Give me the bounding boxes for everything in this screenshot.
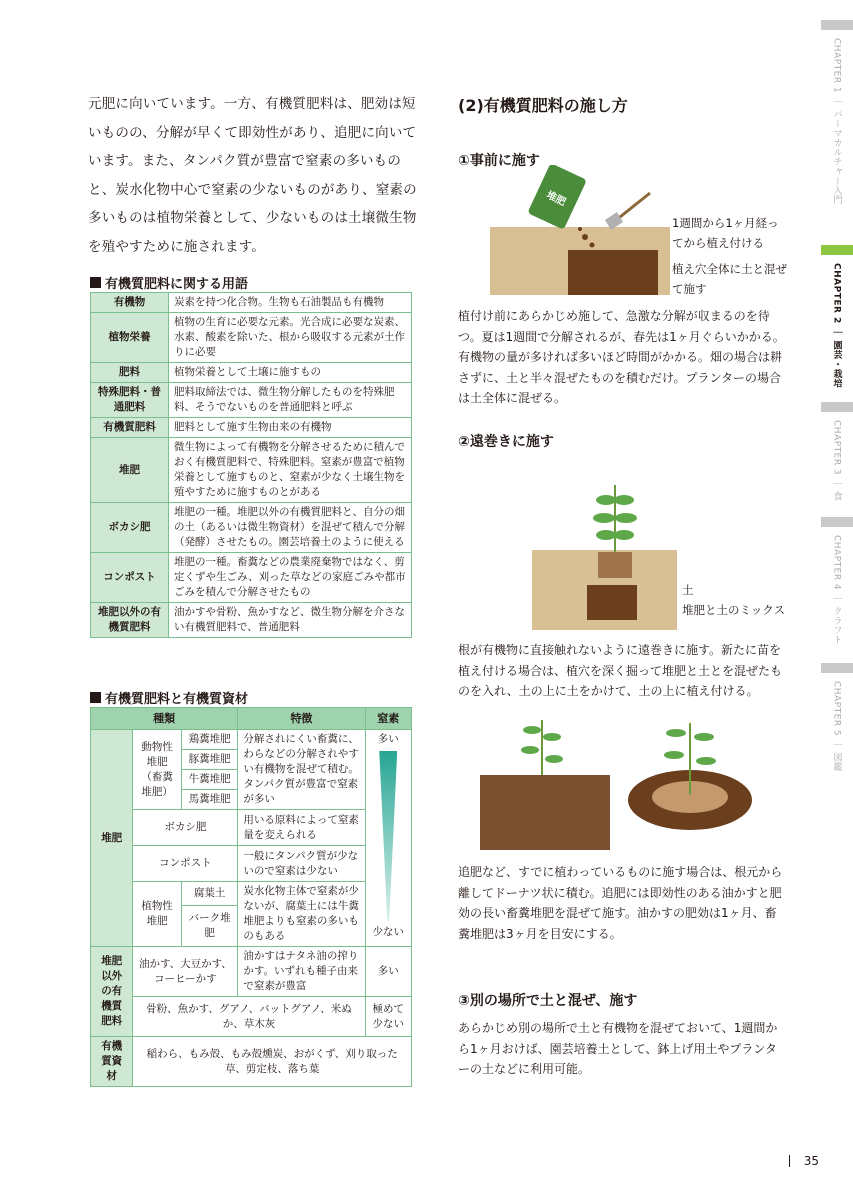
oil-cake-desc: 油かすはナタネ油の搾りかす。いずれも種子由来で窒素が豊富 (238, 947, 365, 997)
bone-meal: 骨粉、魚かす、グアノ、バットグアノ、米ぬか、草木灰 (133, 997, 365, 1037)
term-cell: 特殊肥料・普通肥料 (91, 383, 169, 418)
tab-chapter4[interactable]: CHAPTER 4 ｜ クラフト (821, 517, 853, 644)
table-row (91, 383, 412, 418)
desc-cell: 油かすや骨粉、魚かすなど、微生物分解を介さない有機質肥料で、普通肥料 (169, 603, 412, 638)
desc-cell: 堆肥の一種。畜糞などの農業廃棄物ではなく、剪定くずや生ごみ、刈った草などの家庭ごみや都市ごみを積んで分解させたもの (169, 553, 412, 603)
table-row (91, 363, 412, 383)
table1-heading (90, 273, 248, 292)
step1-title: ①事前に施す (458, 153, 540, 169)
header-nitrogen: 窒素 (365, 708, 411, 730)
step3-text: あらかじめ別の場所で土と有機物を混ぜておいて、1週間から1ヶ月おけば、園芸培養土として、鉢上げ用土やプランターの土などに利用可能。 (458, 1021, 778, 1076)
term-cell: 植物栄養 (91, 313, 169, 363)
desc-cell: 堆肥の一種。堆肥以外の有機質肥料と、自分の畑の土（あるいは微生物資材）を混ぜて積んで分解（発酵）させたもの。園芸培養土のように使える (169, 503, 412, 553)
oil-cake: 油かす、大豆かす、コーヒーかす (133, 947, 238, 997)
horse-manure: 馬糞堆肥 (181, 790, 238, 810)
gradient-bar (379, 751, 397, 921)
terms-table (90, 292, 412, 638)
step1-label-mix: 植え穴全体に土と混ぜて施す (672, 262, 787, 296)
desc-cell: 肥料取締法では、微生物分解したものを特殊肥料、そうでないものを普通肥料と呼ぶ (169, 383, 412, 418)
oil-cake-nitrogen: 多い (365, 947, 411, 997)
step1-illustration (490, 165, 670, 295)
tab-chapter5[interactable]: CHAPTER 5 ｜ 図鑑 (821, 663, 853, 771)
bone-meal-nitrogen: 極めて少ない (365, 997, 411, 1037)
row-shizai: 有機質資材 (91, 1037, 133, 1087)
desc-cell: 肥料として施す生物由来の有機物 (169, 418, 412, 438)
step2-label-mix: 堆肥と土のミックス (682, 603, 786, 617)
shizai-desc: 稲わら、もみ殻、もみ殻燻炭、おがくず、刈り取った草、剪定枝、落ち葉 (133, 1037, 412, 1087)
leaf-mold: 腐葉土 (181, 882, 238, 906)
table-row (91, 438, 412, 503)
animal-desc: 分解されにくい畜糞に、わらなどの分解されやすい有機物を混ぜて積む。タンパク質が豊富で窒素が多い (238, 730, 365, 810)
table-row (91, 418, 412, 438)
table-row (91, 503, 412, 553)
shovel-icon (605, 193, 650, 230)
step2-text: 根が有機物に直接触れないように遠巻きに施す。新たに苗を植え付ける場合は、植穴を深く掘って堆肥と土とを混ぜたものを入れ、土の上に土をかけて、土の上に植え付ける。 (458, 643, 783, 698)
compost-hole (568, 250, 658, 295)
table1-title: 有機質肥料に関する用語 (105, 277, 249, 292)
compost-bag-label: 堆肥 (544, 189, 568, 209)
chicken-manure: 鶏糞堆肥 (181, 730, 238, 750)
term-cell: 堆肥 (91, 438, 169, 503)
compost-bag-icon (527, 165, 586, 230)
square-bullet-icon (90, 277, 101, 288)
intro-paragraph: 元肥に向いています。一方、有機質肥料は、肥効は短いものの、分解が早くて即効性があり、追肥に向いています。また、タンパク質が豊富で窒素の多いものと、炭水化物中心で窒素の少ないものがあり、窒素の多いものは植物栄養として、少ないものは土壌微生物を殖やすために施されます。 (88, 96, 417, 255)
nitrogen-few: 少ない (372, 926, 405, 938)
header-type: 種類 (91, 708, 238, 730)
step2-illustration (532, 480, 677, 630)
root-ball (598, 552, 632, 578)
compost: コンポスト (133, 846, 238, 882)
step2-illustration-2 (480, 715, 790, 850)
compost-desc: 一般にタンパク質が少ないので窒素は少ない (238, 846, 365, 882)
term-cell: 有機物 (91, 293, 169, 313)
table-row (91, 603, 412, 638)
page-number (789, 1154, 819, 1168)
page-number-value: 35 (803, 1154, 819, 1168)
divider (789, 1155, 790, 1167)
animal-compost: 動物性堆肥（畜糞堆肥） (133, 730, 181, 810)
step1-label-wait: 1週間から1ヶ月経ってから植え付ける (672, 216, 779, 250)
row-other: 堆肥以外の有機質肥料 (91, 947, 133, 1037)
desc-cell: 炭素を持つ化合物。生物も石油製品も有機物 (169, 293, 412, 313)
header-feature: 特徴 (238, 708, 365, 730)
nitrogen-many: 多い (377, 733, 399, 745)
bark-compost: バーク堆肥 (181, 905, 238, 946)
pig-manure: 豚糞堆肥 (181, 750, 238, 770)
term-cell: ボカシ肥 (91, 503, 169, 553)
bokashi-desc: 用いる原料によって窒素量を変えられる (238, 810, 365, 846)
nitrogen-gradient (365, 730, 411, 947)
plant-desc: 炭水化物主体で窒素が少ないが、腐葉土には牛糞堆肥よりも窒素の多いものもある (238, 882, 365, 947)
desc-cell: 植物栄養として土壌に施すもの (169, 363, 412, 383)
plant-compost: 植物性堆肥 (133, 882, 181, 947)
term-cell: コンポスト (91, 553, 169, 603)
step3-title: ③別の場所で土と混ぜ、施す (458, 993, 638, 1009)
square-bullet-icon (90, 692, 101, 703)
section-title: (2)有機質肥料の施し方 (458, 96, 628, 115)
row-taihi: 堆肥 (91, 730, 133, 947)
step2-title: ②遠巻きに施す (458, 434, 554, 450)
tab-chapter2[interactable]: CHAPTER 2 ｜ 園芸・栽培 (821, 245, 853, 388)
desc-cell: 植物の生育に必要な元素。光合成に必要な炭素、水素、酸素を除いた、根から吸収する元素が土作りに必要 (169, 313, 412, 363)
term-cell: 肥料 (91, 363, 169, 383)
table-row (91, 293, 412, 313)
cow-manure: 牛糞堆肥 (181, 770, 238, 790)
compost-mix (587, 585, 637, 620)
step2-text-2: 追肥など、すでに植わっているものに施す場合は、根元から離してドーナツ状に積む。追肥には即効性のある油かすと肥効の長い畜糞堆肥を混ぜて施す。油かすの肥効は1ヶ月、畜糞堆肥は3ヶ月を目安にする。 (458, 865, 783, 941)
term-cell: 堆肥以外の有機質肥料 (91, 603, 169, 638)
table-row (91, 553, 412, 603)
table2-heading (90, 688, 248, 707)
term-cell: 有機質肥料 (91, 418, 169, 438)
bokashi: ボカシ肥 (133, 810, 238, 846)
table2-title: 有機質肥料と有機質資材 (105, 692, 249, 707)
tab-chapter3[interactable]: CHAPTER 3 ｜ 食 (821, 402, 853, 501)
step2-label-soil: 土 (682, 583, 694, 597)
table-row (91, 313, 412, 363)
step1-text: 植付け前にあらかじめ施して、急激な分解が収まるのを待つ。夏は1週間で分解されるが、春先は1ヶ月ぐらいかかる。有機物の量が多ければ多いほど時間がかかる。畑の場合は耕さずに、土と半々混ぜたものを積むだけ。プランターの場合は土全体に混ぜる。 (458, 309, 785, 405)
materials-table (90, 707, 412, 1087)
desc-cell: 微生物によって有機物を分解させるために積んでおく有機質肥料で、特殊肥料。窒素が豊富で植物栄養として施すものと、窒素が少なく土壌生物を殖やすために施すものとがある (169, 438, 412, 503)
tab-chapter1[interactable]: CHAPTER 1 ｜ パーマカルチャー入門 (821, 20, 853, 204)
